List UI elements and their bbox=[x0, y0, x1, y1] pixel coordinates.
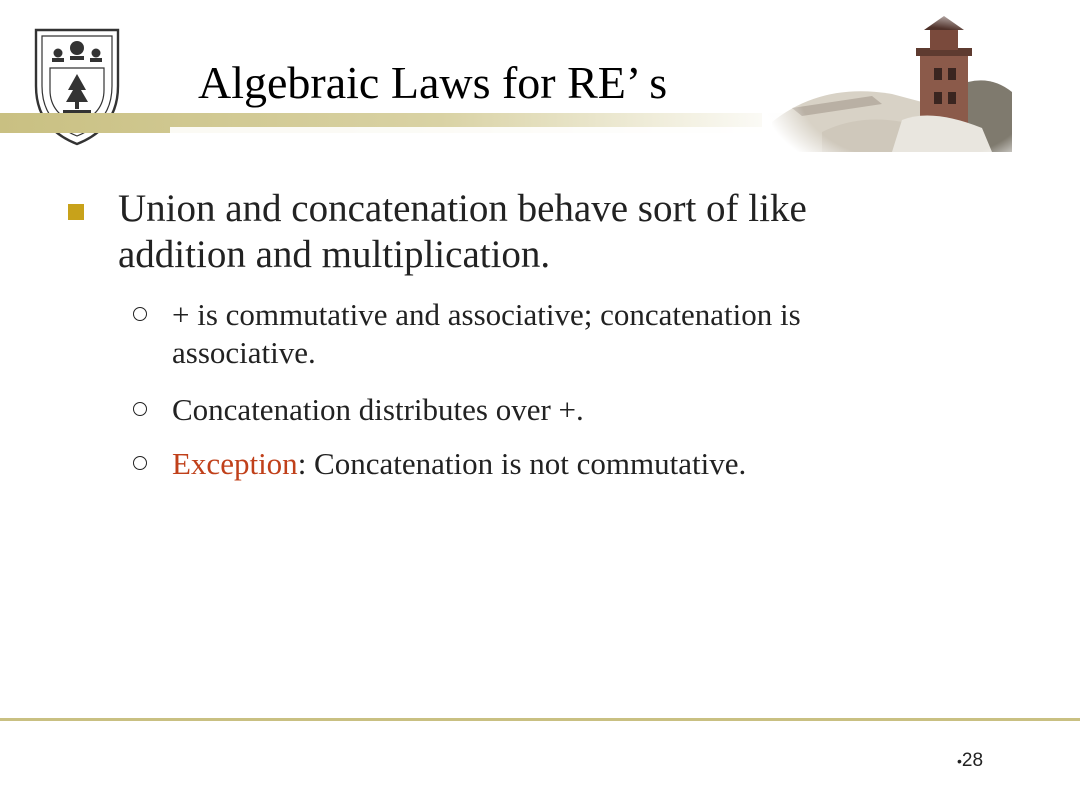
bullet-text: Union and concatenation behave sort of like addition and multiplication. bbox=[118, 187, 807, 276]
sub-bullet-text: + is commutative and associative; concatenation is associative. bbox=[172, 297, 801, 370]
sub-bullet-text: Concatenation distributes over +. bbox=[172, 392, 584, 427]
footer-divider bbox=[0, 718, 1080, 721]
title-underline-bar bbox=[0, 113, 800, 133]
campus-tower-image bbox=[762, 12, 1020, 162]
circle-bullet-icon bbox=[133, 307, 147, 321]
square-bullet-icon bbox=[68, 204, 84, 220]
page-number bbox=[957, 751, 983, 770]
sub-bullet-line bbox=[172, 445, 932, 483]
page-number-value: 28 bbox=[961, 750, 984, 771]
circle-bullet-icon bbox=[133, 456, 147, 470]
slide-title: Algebraic Laws for RE’ s bbox=[198, 57, 668, 108]
circle-bullet-icon bbox=[133, 402, 147, 416]
page-number-dot: • bbox=[957, 753, 962, 769]
sub-bullet-text: : Concatenation is not commutative. bbox=[297, 446, 747, 481]
exception-keyword: Exception bbox=[172, 446, 298, 481]
